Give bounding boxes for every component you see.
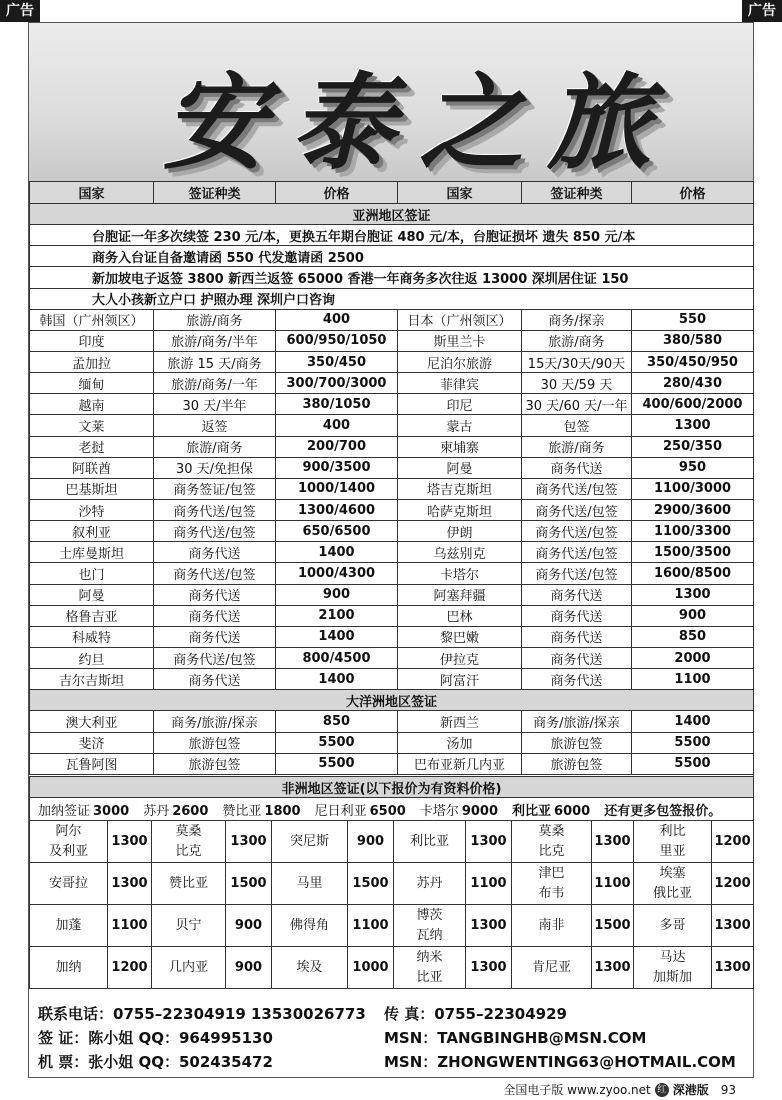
visa-price-table	[29, 181, 754, 775]
country-cell: 新西兰	[398, 711, 522, 732]
visa-type-cell: 旅游/商务	[522, 330, 632, 351]
price-cell: 1400	[276, 669, 398, 690]
price-cell: 1000	[348, 947, 394, 989]
country-cell: 也门	[30, 563, 154, 584]
table-header-row	[30, 182, 754, 204]
price-cell: 1100	[348, 905, 394, 947]
price-cell: 1300	[632, 584, 754, 605]
visa-type-cell: 商务/探亲	[522, 309, 632, 330]
table-row	[30, 563, 754, 584]
country-cell: 伊朗	[398, 521, 522, 542]
msn-value: ZHONGWENTING63@HOTMAIL.COM	[437, 1053, 736, 1071]
visa-type-cell: 商务代送	[522, 669, 632, 690]
header-price: 价格	[276, 182, 398, 204]
price-cell: 300/700/3000	[276, 373, 398, 394]
footer-site: 全国电子版 www.zyoo.net	[503, 1083, 651, 1097]
country-cell: 印度	[30, 330, 154, 351]
price-cell: 1100	[466, 863, 512, 905]
table-row	[30, 478, 754, 499]
country-cell: 斐济	[30, 732, 154, 753]
page-number: 93	[720, 1082, 736, 1097]
contact-row	[38, 1002, 758, 1026]
table-row	[30, 584, 754, 605]
price-cell: 380/1050	[276, 394, 398, 415]
country-cell: 科威特	[30, 626, 154, 647]
country-cell: 佛得角	[272, 905, 348, 947]
country-cell: 黎巴嫩	[398, 626, 522, 647]
country-cell: 利比 里亚	[634, 821, 712, 863]
price-cell: 1400	[276, 626, 398, 647]
country-cell: 哈萨克斯坦	[398, 499, 522, 520]
country-cell: 肯尼亚	[512, 947, 592, 989]
note-row	[30, 267, 754, 288]
price-cell: 250/350	[632, 436, 754, 457]
country-cell: 澳大利亚	[30, 711, 154, 732]
visa-type-cell: 旅游包签	[154, 732, 276, 753]
ticket-contact-label: 机 票：	[38, 1053, 89, 1071]
fax-label: 传 真：	[384, 1005, 435, 1023]
visa-type-cell: 旅游/商务	[522, 436, 632, 457]
table-row	[30, 711, 754, 732]
price-cell: 280/430	[632, 373, 754, 394]
price-cell: 2900/3600	[632, 499, 754, 520]
price-cell: 650/6500	[276, 521, 398, 542]
price-cell: 850	[276, 711, 398, 732]
country-cell: 菲律宾	[398, 373, 522, 394]
visa-type-cell: 商务代送/包签	[522, 542, 632, 563]
visa-type-cell: 商务/旅游/探亲	[154, 711, 276, 732]
country-cell: 埃塞 俄比亚	[634, 863, 712, 905]
price-cell: 900	[226, 947, 272, 989]
visa-type-cell: 30 天/59 天	[522, 373, 632, 394]
country-cell: 多哥	[634, 905, 712, 947]
note-text: 台胞证一年多次续签 230 元/本，更换五年期台胞证 480 元/本，台胞证损坏 遗失 850 元/本	[30, 225, 754, 246]
price-cell: 1000/1400	[276, 478, 398, 499]
table-row	[30, 373, 754, 394]
country-cell: 缅甸	[30, 373, 154, 394]
country-cell: 老挝	[30, 436, 154, 457]
africa-quick-prices	[30, 798, 754, 821]
table-row	[30, 394, 754, 415]
price-cell: 1300	[466, 947, 512, 989]
price-cell: 1300	[108, 821, 152, 863]
quick-country: 卡塔尔	[419, 803, 459, 819]
price-cell: 1400	[276, 542, 398, 563]
quick-price: 9000	[461, 803, 499, 819]
header-price: 价格	[632, 182, 754, 204]
quick-country: 苏丹	[143, 803, 170, 819]
visa-type-cell: 旅游/商务/一年	[154, 373, 276, 394]
visa-type-cell: 商务代送	[522, 605, 632, 626]
table-row	[30, 821, 754, 863]
table-row	[30, 947, 754, 989]
section-title: 亚洲地区签证	[30, 204, 754, 225]
header-country: 国家	[398, 182, 522, 204]
quick-country: 加纳签证	[38, 803, 91, 819]
price-cell: 1100/3300	[632, 521, 754, 542]
table-row	[30, 542, 754, 563]
quick-price: 2600	[172, 803, 209, 819]
brand-icon: 红	[655, 1083, 669, 1097]
country-cell: 尼泊尔旅游	[398, 351, 522, 372]
visa-type-cell: 商务代送	[522, 647, 632, 668]
note-row	[30, 246, 754, 267]
country-cell: 加蓬	[30, 905, 108, 947]
footer-edition: 深港版	[672, 1083, 709, 1097]
table-row	[30, 753, 754, 774]
price-cell: 5500	[632, 732, 754, 753]
price-cell: 900	[348, 821, 394, 863]
table-row	[30, 351, 754, 372]
quick-country: 利比亚	[512, 803, 552, 819]
visa-type-cell: 商务代送/包签	[154, 499, 276, 520]
country-cell: 韩国（广州领区）	[30, 309, 154, 330]
note-text: 大人小孩新立户口 护照办理 深圳户口咨询	[30, 288, 754, 309]
price-cell: 400	[276, 415, 398, 436]
visa-type-cell: 商务代送	[154, 542, 276, 563]
visa-type-cell: 商务代送/包签	[154, 647, 276, 668]
price-cell: 1300	[226, 821, 272, 863]
note-text: 商务入台证自备邀请函 550 代发邀请函 2500	[30, 246, 754, 267]
country-cell: 马里	[272, 863, 348, 905]
country-cell: 蒙古	[398, 415, 522, 436]
country-cell: 加纳	[30, 947, 108, 989]
country-cell: 津巴 布韦	[512, 863, 592, 905]
africa-visa-table	[29, 776, 754, 989]
quick-price: 1800	[264, 803, 301, 819]
visa-type-cell: 旅游包签	[522, 732, 632, 753]
country-cell: 孟加拉	[30, 351, 154, 372]
country-cell: 阿曼	[30, 584, 154, 605]
table-row	[30, 647, 754, 668]
country-cell: 吉尔吉斯坦	[30, 669, 154, 690]
country-cell: 莫桑 比克	[152, 821, 226, 863]
visa-type-cell: 旅游包签	[154, 753, 276, 774]
table-row	[30, 521, 754, 542]
country-cell: 博茨 瓦纳	[394, 905, 466, 947]
country-cell: 南非	[512, 905, 592, 947]
price-cell: 1300	[632, 415, 754, 436]
country-cell: 利比亚	[394, 821, 466, 863]
country-cell: 阿曼	[398, 457, 522, 478]
price-cell: 1500	[348, 863, 394, 905]
country-cell: 苏丹	[394, 863, 466, 905]
msn-label: MSN：	[384, 1029, 438, 1047]
visa-type-cell: 商务签证/包签	[154, 478, 276, 499]
country-cell: 土库曼斯坦	[30, 542, 154, 563]
header-visa-type: 签证种类	[522, 182, 632, 204]
price-cell: 1300	[466, 821, 512, 863]
table-row	[30, 863, 754, 905]
price-cell: 1100	[592, 863, 634, 905]
country-cell: 巴基斯坦	[30, 478, 154, 499]
price-cell: 900	[632, 605, 754, 626]
country-cell: 叙利亚	[30, 521, 154, 542]
country-cell: 汤加	[398, 732, 522, 753]
price-cell: 5500	[276, 732, 398, 753]
table-row	[30, 457, 754, 478]
table-row	[30, 330, 754, 351]
table-row	[30, 605, 754, 626]
price-cell: 1600/8500	[632, 563, 754, 584]
table-row	[30, 436, 754, 457]
quick-price: 3000	[93, 803, 130, 819]
price-cell: 200/700	[276, 436, 398, 457]
visa-type-cell: 商务代送	[522, 626, 632, 647]
visa-contact-value: 陈小姐 QQ：964995130	[88, 1029, 273, 1047]
section-row-oceania	[30, 690, 754, 711]
header-visa-type: 签证种类	[154, 182, 276, 204]
visa-type-cell: 旅游/商务	[154, 436, 276, 457]
visa-type-cell: 商务代送/包签	[154, 521, 276, 542]
price-cell: 1300	[592, 947, 634, 989]
price-cell: 1200	[108, 947, 152, 989]
visa-type-cell: 商务代送	[154, 584, 276, 605]
visa-type-cell: 15天/30天/90天	[522, 351, 632, 372]
phone-value: 0755–22304919 13530026773	[113, 1005, 366, 1023]
visa-type-cell: 商务/旅游/探亲	[522, 711, 632, 732]
price-cell: 1400	[632, 711, 754, 732]
visa-type-cell: 商务代送	[154, 605, 276, 626]
price-cell: 2000	[632, 647, 754, 668]
price-cell: 5500	[632, 753, 754, 774]
visa-type-cell: 商务代送	[522, 457, 632, 478]
country-cell: 贝宁	[152, 905, 226, 947]
price-cell: 1300	[466, 905, 512, 947]
price-cell: 400/600/2000	[632, 394, 754, 415]
visa-type-cell: 商务代送	[154, 669, 276, 690]
price-cell: 1100	[108, 905, 152, 947]
note-text: 新加坡电子返签 3800 新西兰返签 65000 香港一年商务多次往返 13000 深圳居住证 150	[30, 267, 754, 288]
country-cell: 文莱	[30, 415, 154, 436]
visa-type-cell: 商务代送/包签	[154, 563, 276, 584]
msn-label: MSN：	[384, 1053, 438, 1071]
quick-tail: 还有更多包签报价。	[604, 803, 722, 819]
price-cell: 600/950/1050	[276, 330, 398, 351]
quick-price: 6000	[554, 803, 591, 819]
price-cell: 1500/3500	[632, 542, 754, 563]
table-row	[30, 732, 754, 753]
visa-type-cell: 30 天/免担保	[154, 457, 276, 478]
country-cell: 越南	[30, 394, 154, 415]
section-title: 大洋洲地区签证	[30, 690, 754, 711]
table-row	[30, 499, 754, 520]
country-cell: 几内亚	[152, 947, 226, 989]
price-cell: 850	[632, 626, 754, 647]
table-row	[30, 626, 754, 647]
country-cell: 阿尔 及利亚	[30, 821, 108, 863]
price-cell: 550	[632, 309, 754, 330]
price-cell: 900	[226, 905, 272, 947]
price-cell: 950	[632, 457, 754, 478]
country-cell: 纳米 比亚	[394, 947, 466, 989]
banner	[29, 23, 753, 181]
country-cell: 马达 加斯加	[634, 947, 712, 989]
visa-type-cell: 30 天/60 天/一年	[522, 394, 632, 415]
price-cell: 2100	[276, 605, 398, 626]
visa-type-cell: 返签	[154, 415, 276, 436]
price-cell: 380/580	[632, 330, 754, 351]
price-cell: 900	[276, 584, 398, 605]
contact-row	[38, 1050, 758, 1074]
price-cell: 1300	[108, 863, 152, 905]
visa-contact-label: 签 证：	[38, 1029, 89, 1047]
visa-type-cell: 旅游/商务	[154, 309, 276, 330]
country-cell: 斯里兰卡	[398, 330, 522, 351]
quick-price: 6500	[369, 803, 406, 819]
country-cell: 瓦鲁阿图	[30, 753, 154, 774]
price-cell: 400	[276, 309, 398, 330]
visa-type-cell: 旅游/商务/半年	[154, 330, 276, 351]
section-row-africa	[30, 777, 754, 798]
visa-type-cell: 商务代送	[154, 626, 276, 647]
note-row	[30, 225, 754, 246]
country-cell: 阿塞拜疆	[398, 584, 522, 605]
table-row	[30, 669, 754, 690]
table-row	[30, 309, 754, 330]
visa-type-cell: 商务代送/包签	[522, 521, 632, 542]
phone-label: 联系电话：	[38, 1005, 114, 1023]
visa-type-cell: 商务代送/包签	[522, 499, 632, 520]
price-cell: 1300/4600	[276, 499, 398, 520]
price-cell: 900/3500	[276, 457, 398, 478]
price-cell: 1500	[226, 863, 272, 905]
table-row	[30, 415, 754, 436]
country-cell: 日本（广州领区）	[398, 309, 522, 330]
price-cell: 1300	[712, 947, 754, 989]
visa-type-cell: 商务代送/包签	[522, 478, 632, 499]
country-cell: 巴林	[398, 605, 522, 626]
country-cell: 乌兹别克	[398, 542, 522, 563]
country-cell: 莫桑 比克	[512, 821, 592, 863]
fax-value: 0755–22304929	[434, 1005, 567, 1023]
price-cell: 350/450	[276, 351, 398, 372]
price-cell: 1300	[592, 821, 634, 863]
section-title: 非洲地区签证(以下报价为有资料价格)	[30, 777, 754, 798]
quick-country: 尼日利亚	[314, 803, 367, 819]
country-cell: 柬埔寨	[398, 436, 522, 457]
visa-type-cell: 30 天/半年	[154, 394, 276, 415]
country-cell: 印尼	[398, 394, 522, 415]
country-cell: 沙特	[30, 499, 154, 520]
visa-type-cell: 商务代送/包签	[522, 563, 632, 584]
country-cell: 卡塔尔	[398, 563, 522, 584]
page-footer	[503, 1081, 736, 1098]
quick-country: 赞比亚	[222, 803, 262, 819]
price-cell: 1000/4300	[276, 563, 398, 584]
price-cell: 800/4500	[276, 647, 398, 668]
country-cell: 赞比亚	[152, 863, 226, 905]
country-cell: 巴布亚新几内亚	[398, 753, 522, 774]
visa-type-cell: 旅游包签	[522, 753, 632, 774]
msn-value: TANGBINGHB@MSN.COM	[437, 1029, 647, 1047]
contact-block	[38, 1002, 758, 1074]
ticket-contact-value: 张小姐 QQ：502435472	[88, 1053, 273, 1071]
country-cell: 伊拉克	[398, 647, 522, 668]
ad-label-right: 广告	[742, 0, 782, 22]
price-cell: 5500	[276, 753, 398, 774]
country-cell: 安哥拉	[30, 863, 108, 905]
section-row-asia	[30, 204, 754, 225]
country-cell: 埃及	[272, 947, 348, 989]
header-country: 国家	[30, 182, 154, 204]
price-cell: 1300	[712, 905, 754, 947]
price-cell: 1500	[592, 905, 634, 947]
price-cell: 350/450/950	[632, 351, 754, 372]
price-cell: 1100	[632, 669, 754, 690]
banner-title: 安泰之旅	[162, 61, 675, 181]
price-cell: 1200	[712, 821, 754, 863]
contact-row	[38, 1026, 758, 1050]
africa-quick-prices-text	[30, 798, 754, 821]
country-cell: 阿富汗	[398, 669, 522, 690]
price-cell: 1200	[712, 863, 754, 905]
country-cell: 突尼斯	[272, 821, 348, 863]
country-cell: 约旦	[30, 647, 154, 668]
country-cell: 塔吉克斯坦	[398, 478, 522, 499]
ad-label-left: 广告	[0, 0, 40, 22]
visa-type-cell: 商务代送	[522, 584, 632, 605]
table-row	[30, 905, 754, 947]
visa-type-cell: 旅游 15 天/商务	[154, 351, 276, 372]
price-cell: 1100/3000	[632, 478, 754, 499]
country-cell: 格鲁吉亚	[30, 605, 154, 626]
visa-type-cell: 包签	[522, 415, 632, 436]
country-cell: 阿联酋	[30, 457, 154, 478]
note-row	[30, 288, 754, 309]
